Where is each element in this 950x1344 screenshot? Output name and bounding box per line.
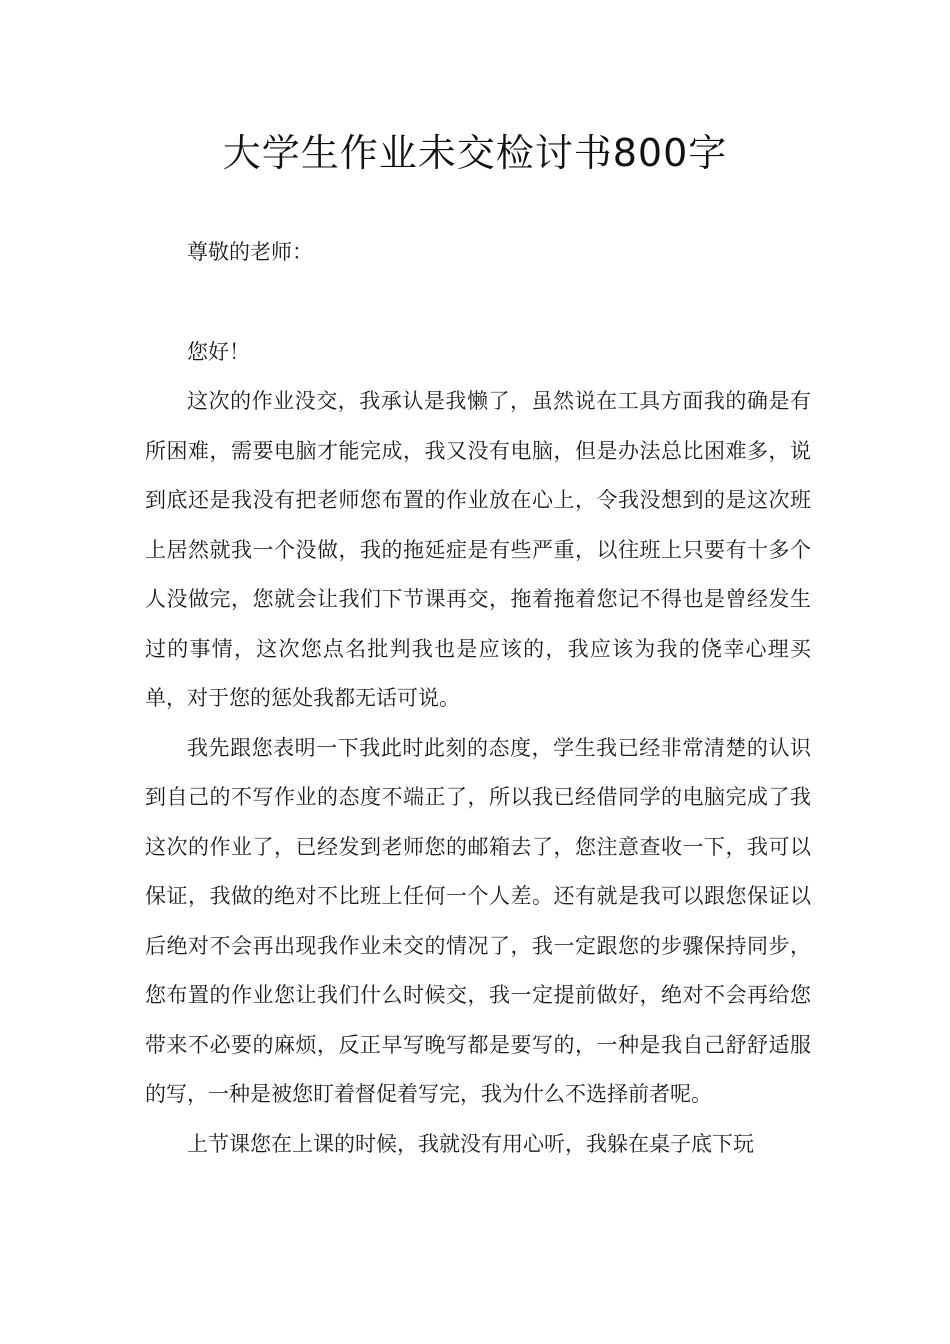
greeting: 您好！ xyxy=(187,339,250,364)
salutation: 尊敬的老师： xyxy=(187,240,313,264)
document-title: 大学生作业未交检讨书800字 xyxy=(222,131,728,175)
paragraph-2: 我先跟您表明一下我此时此刻的态度，学生我已经非常清楚的认识到自己的不写作业的态度不端正了，所以我已经借同学的电脑完成了我这次的作业了，已经发到老师您的邮箱去了，您注意查收一下，我可以保证，我做的绝对不比班上任何一个人差。还有就是我可以跟您保证以后绝对不会再出现我作业未交的情况了，我一定跟您的步骤保持同步，您布置的作业您让我们什么时候交，我一定提前做好，绝对不会再给您带来不必要的麻烦，反正早写晚写都是要写的，一种是我自己舒舒适服的写，一种是被您盯着督促着写完，我为什么不选择前者呢。 xyxy=(145,735,811,1106)
paragraph-3: 上节课您在上课的时候，我就没有用心听，我躲在桌子底下玩 xyxy=(187,1131,754,1156)
document-body xyxy=(145,228,811,1169)
paragraph-1: 这次的作业没交，我承认是我懒了，虽然说在工具方面我的确是有所困难，需要电脑才能完成，我又没有电脑，但是办法总比困难多，说到底还是我没有把老师您布置的作业放在心上，令我没想到的是这次班上居然就我一个没做，我的拖延症是有些严重，以往班上只要有十多个人没做完，您就会让我们下节课再交，拖着拖着您记不得也是曾经发生过的事情，这次您点名批判我也是应该的，我应该为我的侥幸心理买单，对于您的惩处我都无话可说。 xyxy=(145,389,811,710)
